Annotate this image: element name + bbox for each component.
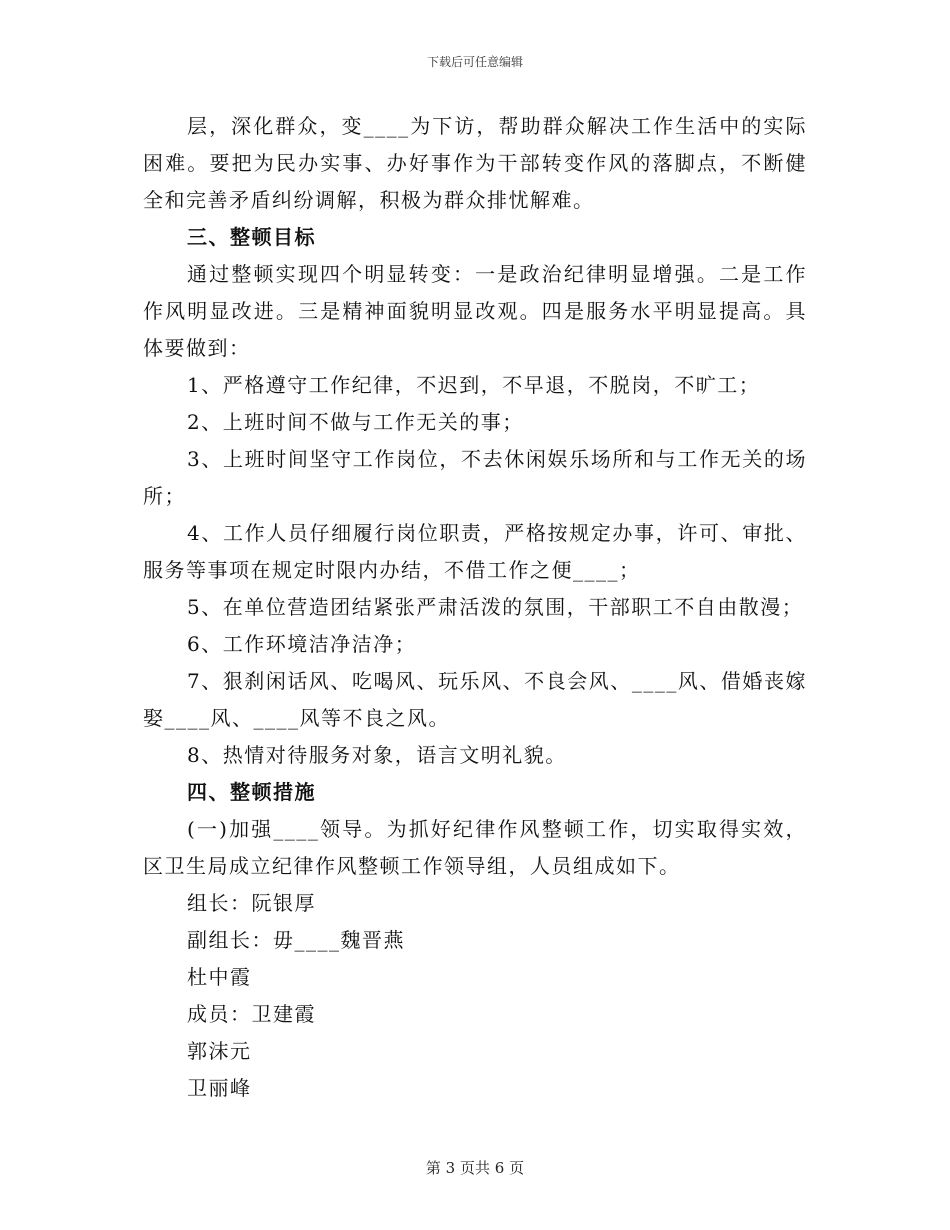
- header-note: 下载后可任意编辑: [426, 55, 523, 69]
- list-item: 4、工作人员仔细履行岗位职责，严格按规定办事，许可、审批、服务等事项在规定时限内办结，不借工作之便____；: [143, 521, 807, 582]
- list-item: 2、上班时间不做与工作无关的事；: [187, 410, 524, 434]
- list-item: 7、狠刹闲话风、吃喝风、玩乐风、不良会风、____风、借婚丧嫁娶____风、____风等不良之风。: [143, 669, 807, 730]
- list-item: 5、在单位营造团结紧张严肃活泼的氛围，干部职工不自由散漫；: [187, 595, 804, 619]
- member-line: 卫丽峰: [187, 1076, 252, 1100]
- section-heading: 四、整顿措施: [187, 780, 316, 804]
- member-line: 郭沫元: [187, 1039, 252, 1063]
- list-item: 3、上班时间坚守工作岗位，不去休闲娱乐场所和与工作无关的场所；: [143, 447, 807, 508]
- paragraph: (一)加强____领导。为抓好纪律作风整顿工作，切实取得实效，区卫生局成立纪律作风整顿工作领导组，人员组成如下。: [143, 817, 807, 878]
- list-item: 6、工作环境洁净洁净；: [187, 632, 417, 656]
- member-line: 杜中霞: [187, 965, 252, 989]
- list-item: 8、热情对待服务对象，语言文明礼貌。: [187, 743, 567, 767]
- list-item: 1、严格遵守工作纪律，不迟到，不早退，不脱岗，不旷工；: [187, 373, 761, 397]
- document-body: [143, 108, 807, 1107]
- page-number: 第 3 页共 6 页: [425, 1159, 525, 1177]
- section-heading: 三、整顿目标: [187, 225, 316, 249]
- member-line: 副组长：毋____魏晋燕: [187, 928, 405, 952]
- member-line: 成员：卫建霞: [187, 1002, 316, 1026]
- paragraph: 层，深化群众，变____为下访，帮助群众解决工作生活中的实际困难。要把为民办实事、办好事作为干部转变作风的落脚点，不断健全和完善矛盾纠纷调解，积极为群众排忧解难。: [143, 114, 807, 212]
- paragraph: 通过整顿实现四个明显转变：一是政治纪律明显增强。二是工作作风明显改进。三是精神面貌明显改观。四是服务水平明显提高。具体要做到：: [143, 262, 807, 360]
- member-line: 组长：阮银厚: [187, 891, 316, 915]
